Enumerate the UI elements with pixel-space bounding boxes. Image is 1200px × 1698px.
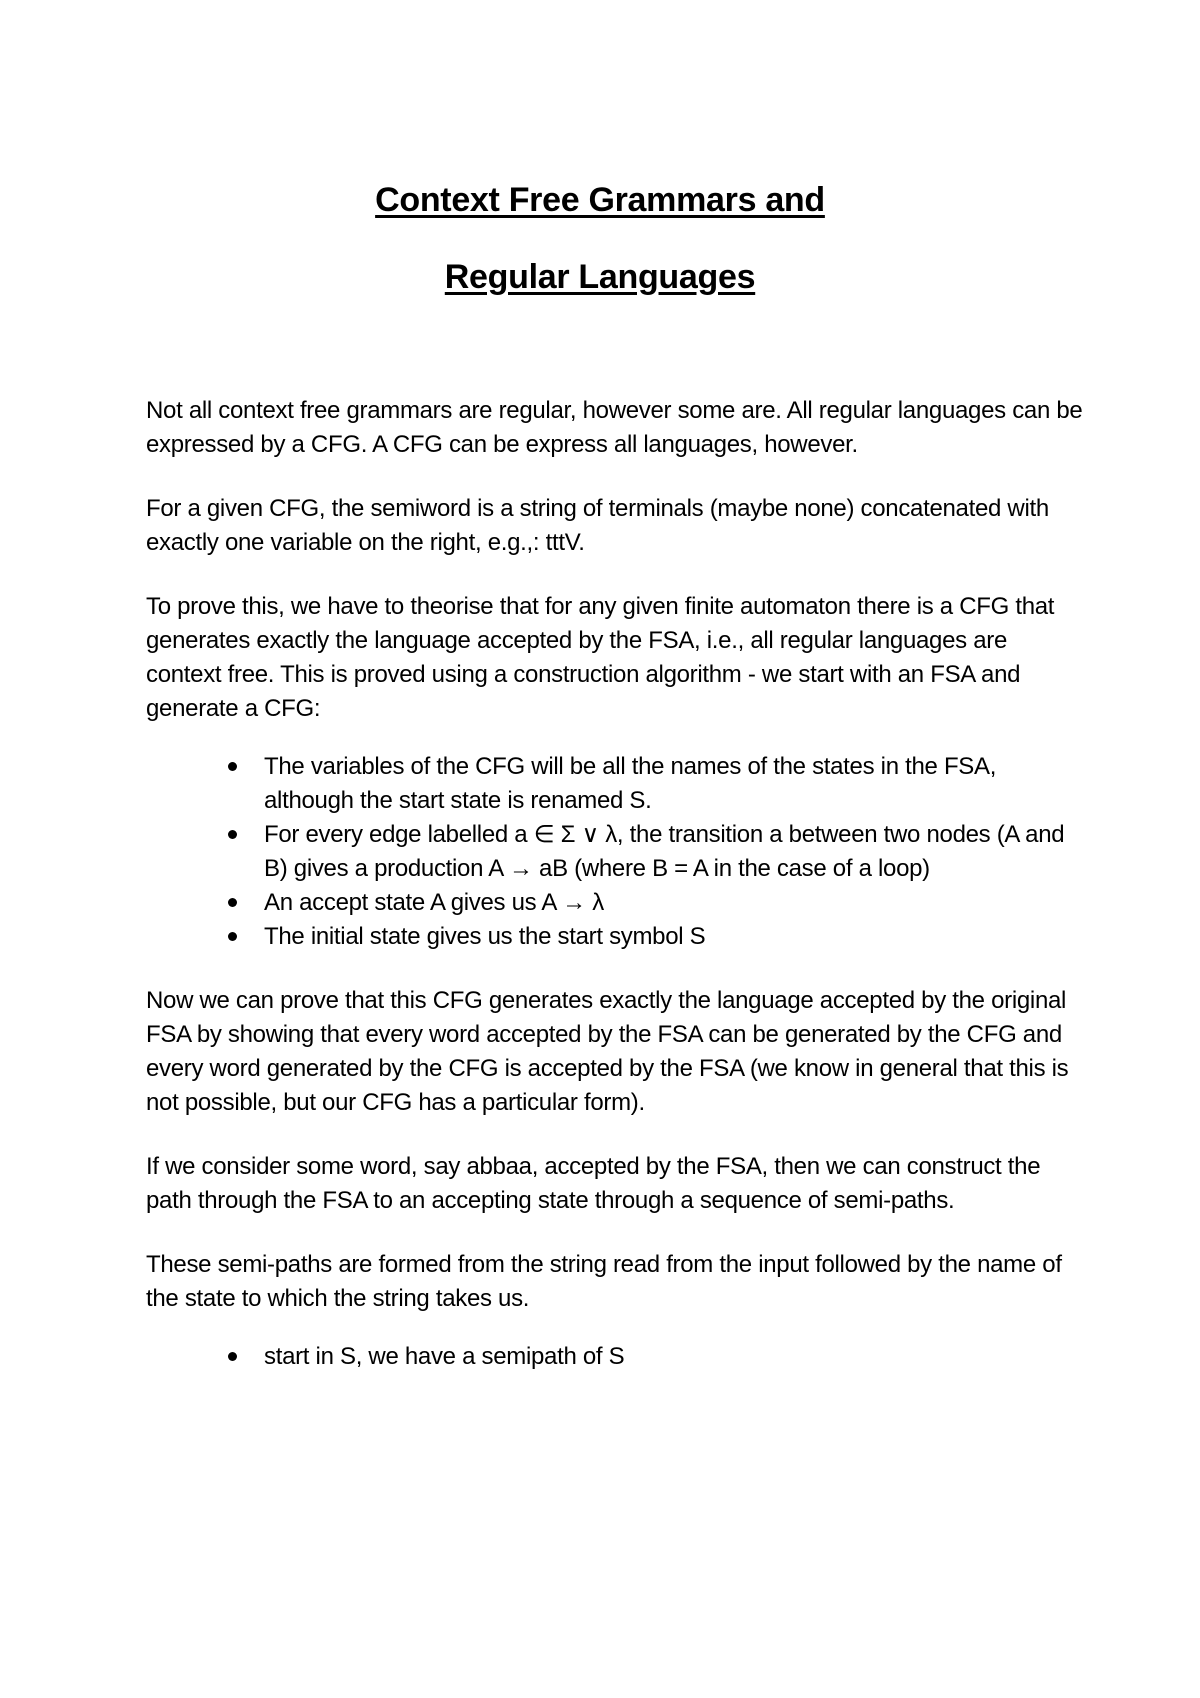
- bullet-icon: [228, 932, 237, 941]
- bullet-icon: [228, 898, 237, 907]
- semipath-bullet-list: [146, 1340, 1086, 1374]
- list-item: [264, 818, 1086, 886]
- bullet-icon: [228, 830, 237, 839]
- list-item-text: An accept state A gives us A → λ: [264, 889, 604, 916]
- list-item-text: The variables of the CFG will be all the names of the states in the FSA, although the start state is renamed S.: [264, 753, 997, 814]
- document-title-line-2: Regular Languages: [444, 258, 756, 296]
- paragraph-semiword: For a given CFG, the semiword is a string of terminals (maybe none) concatenated with exactly one variable on the right, e.g.,: tttV.: [146, 495, 1049, 556]
- paragraph-semipaths: These semi-paths are formed from the string read from the input followed by the name of the state to which the string takes us.: [146, 1251, 1062, 1312]
- list-item-text: For every edge labelled a ∈ Σ ∨ λ, the transition a between two nodes (A and B) gives a production A → aB (where B = A in the case of a loop): [264, 821, 1065, 882]
- bullet-icon: [228, 1352, 237, 1361]
- paragraph-proof-intro: To prove this, we have to theorise that for any given finite automaton there is a CFG that generates exactly the language accepted by the FSA, i.e., all regular languages are context free. This is proved using a construction algorithm - we start with an FSA and generate a CFG:: [146, 593, 1055, 722]
- paragraph-proof: Now we can prove that this CFG generates exactly the language accepted by the original FSA by showing that every word accepted by the FSA can be generated by the CFG and every word generated by the CFG is accepted by the FSA (we know in general that this is not possible, but our CFG has a particular form).: [146, 987, 1069, 1116]
- list-item: [264, 750, 1086, 818]
- document-title-line-1: Context Free Grammars and: [375, 181, 825, 219]
- list-item-text: start in S, we have a semipath of S: [264, 1343, 625, 1370]
- list-item: [264, 1340, 1086, 1374]
- list-item: [264, 886, 1086, 920]
- paragraph-intro: Not all context free grammars are regular, however some are. All regular languages can be expressed by a CFG. A CFG can be express all languages, however.: [146, 397, 1083, 458]
- bullet-icon: [228, 762, 237, 771]
- list-item: [264, 920, 1086, 954]
- paragraph-example-word: If we consider some word, say abbaa, accepted by the FSA, then we can construct the path through the FSA to an accepting state through a sequence of semi-paths.: [146, 1153, 1041, 1214]
- list-item-text: The initial state gives us the start symbol S: [264, 923, 706, 950]
- construction-bullet-list: [146, 750, 1086, 954]
- document-body: [146, 394, 1086, 1404]
